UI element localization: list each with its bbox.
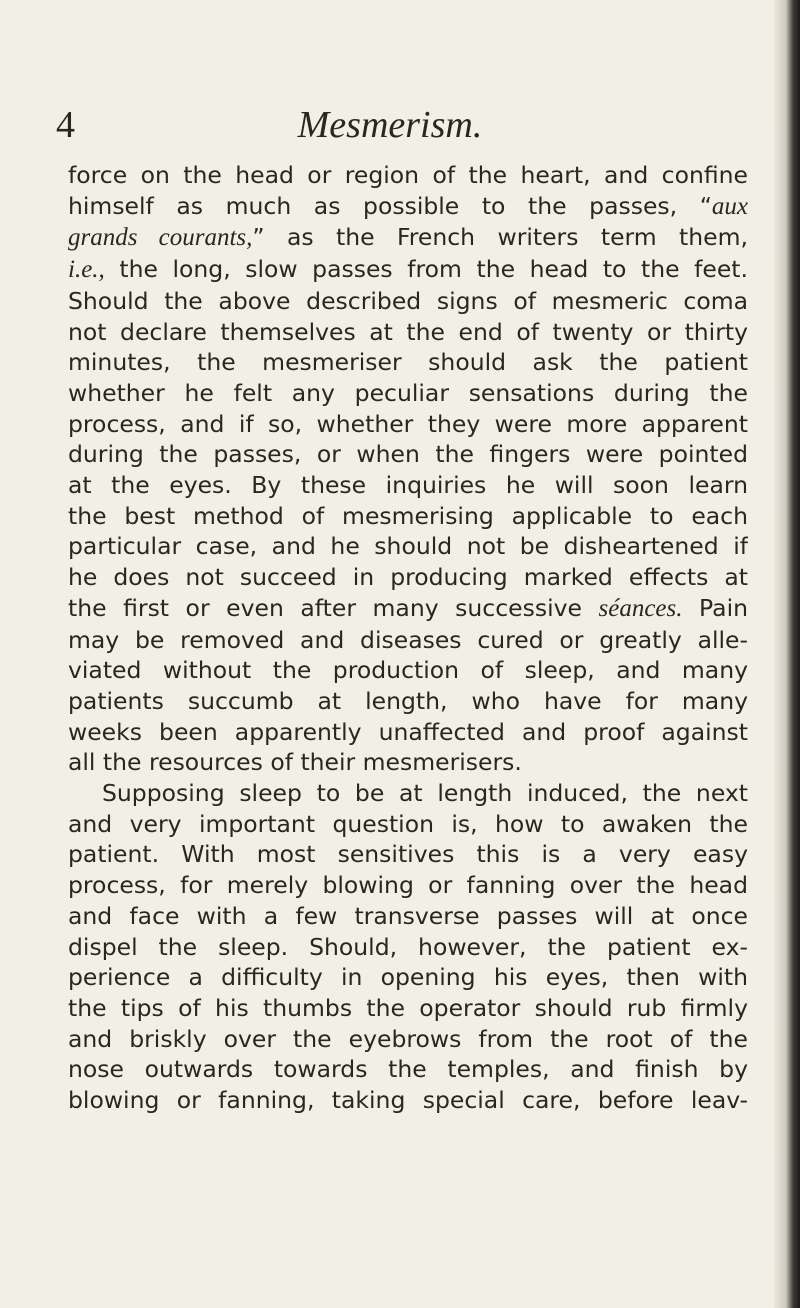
text-line: process, and if so, whether they were more apparent	[68, 409, 748, 438]
text-line: dispel the sleep. Should, however, the patient ex-	[68, 932, 748, 961]
text-line: during the passes, or when the fingers were pointed	[68, 440, 748, 469]
text-line: grands courants,” as the French writers term them,	[68, 223, 748, 252]
text-line: weeks been apparently unaffected and proof against	[68, 717, 748, 746]
page-number: 4	[56, 104, 75, 146]
text-line: nose outwards towards the temples, and finish by	[68, 1055, 748, 1084]
text-line: Should the above described signs of mesmeric coma	[68, 286, 748, 315]
text-line: blowing or fanning, taking special care, before leav-	[68, 1086, 748, 1115]
text-line: patient. With most sensitives this is a very easy	[68, 840, 748, 869]
body-text	[68, 160, 748, 1116]
page-edge	[774, 0, 800, 1308]
text-line: and briskly over the eyebrows from the root of the	[68, 1024, 748, 1053]
text-line: and face with a few transverse passes will at once	[68, 901, 748, 930]
text-line: particular case, and he should not be disheartened if	[68, 532, 748, 561]
running-title: Mesmerism.	[297, 104, 483, 146]
text-line: i.e., the long, slow passes from the head to the feet.	[68, 255, 748, 284]
text-line: process, for merely blowing or fanning over the head	[68, 871, 748, 900]
text-line: may be removed and diseases cured or greatly alle-	[68, 625, 748, 654]
text-line: he does not succeed in producing marked effects at	[68, 563, 748, 592]
page-header	[0, 100, 780, 150]
text-line: not declare themselves at the end of twenty or thirty	[68, 317, 748, 346]
text-line: Supposing sleep to be at length induced, the next	[102, 779, 748, 808]
text-line: patients succumb at length, who have for many	[68, 686, 748, 715]
text-line: himself as much as possible to the passes, “aux	[68, 191, 748, 220]
text-line: the first or even after many successive séances. Pain	[68, 593, 748, 622]
text-line: viated without the production of sleep, and many	[68, 656, 748, 685]
text-line: minutes, the mesmeriser should ask the patient	[68, 348, 748, 377]
text-line: at the eyes. By these inquiries he will soon learn	[68, 471, 748, 500]
text-line: whether he felt any peculiar sensations during the	[68, 378, 748, 407]
text-line: and very important question is, how to awaken the	[68, 809, 748, 838]
text-line: force on the head or region of the heart, and confine	[68, 161, 748, 189]
text-line: perience a difficulty in opening his eyes, then with	[68, 963, 748, 992]
text-line: all the resources of their mesmerisers.	[68, 748, 522, 777]
text-line: the best method of mesmerising applicable to each	[68, 501, 748, 530]
text-line: the tips of his thumbs the operator should rub firmly	[68, 993, 748, 1022]
